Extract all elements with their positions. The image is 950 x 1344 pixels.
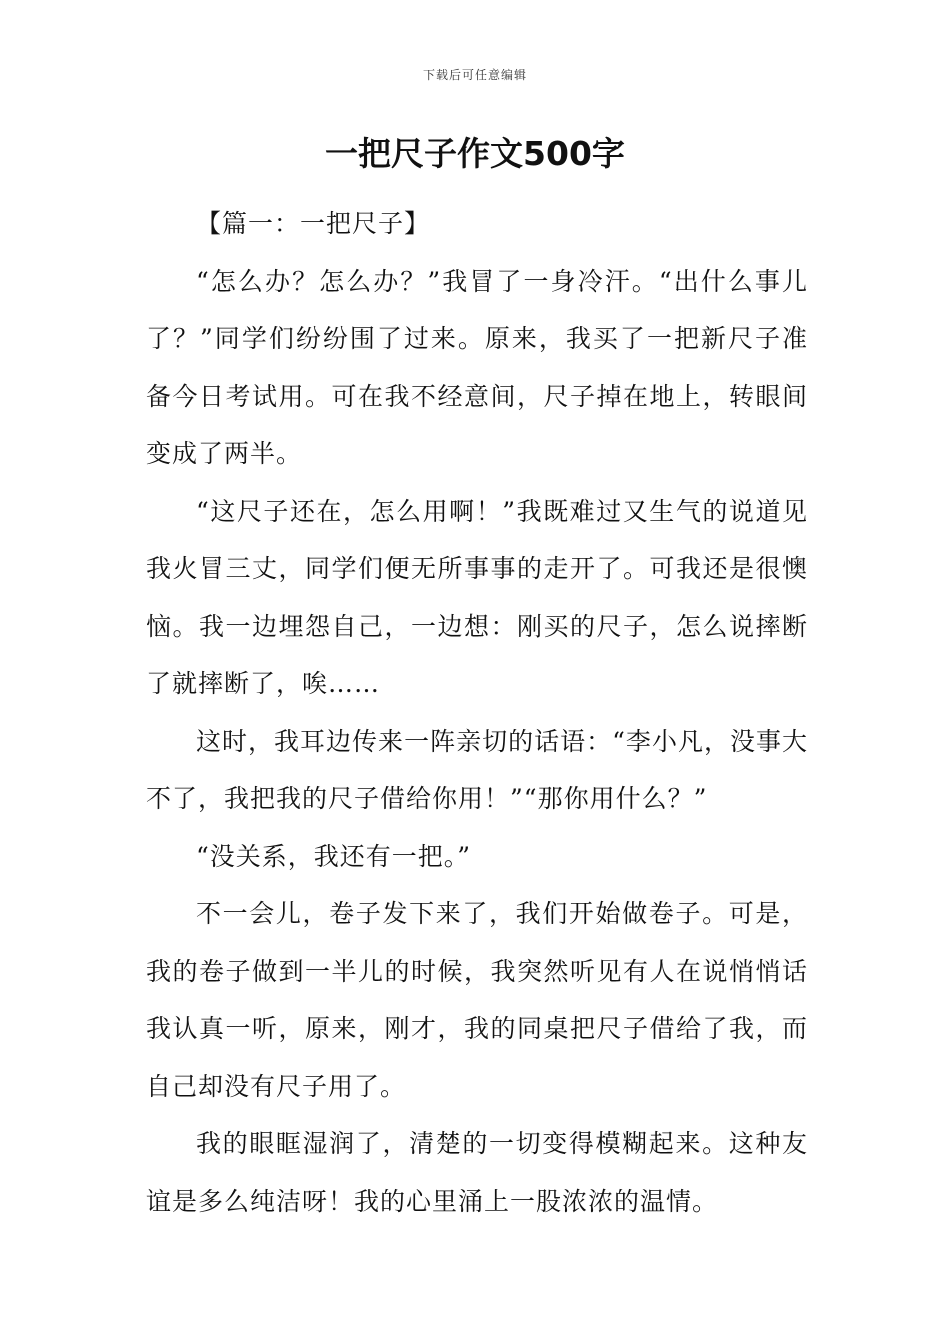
paragraph-6: 我的眼眶湿润了，清楚的一切变得模糊起来。这种友谊是多么纯洁呀！我的心里涌上一股浓浓的温情。 [146, 1129, 808, 1216]
paragraph-5: 不一会儿，卷子发下来了，我们开始做卷子。可是，我的卷子做到一半儿的时候，我突然听见有人在说悄悄话我认真一听，原来，刚才，我的同桌把尺子借给了我，而自己却没有尺子用了。 [146, 899, 808, 1101]
header-note: 下载后可任意编辑 [422, 68, 527, 82]
paragraph-4: “没关系，我还有一把。” [196, 841, 472, 871]
document-body [146, 195, 808, 1230]
document-title: 一把尺子作文500字 [325, 134, 625, 173]
paragraph-1: “怎么办？怎么办？”我冒了一身冷汗。“出什么事儿了？”同学们纷纷围了过来。原来，我买了一把新尺子准备今日考试用。可在我不经意间，尺子掉在地上，转眼间变成了两半。 [146, 266, 808, 468]
paragraph-2: “这尺子还在，怎么用啊！”我既难过又生气的说道见我火冒三丈，同学们便无所事事的走开了。可我还是很懊恼。我一边埋怨自己，一边想：刚买的尺子，怎么说摔断了就摔断了，唉…… [146, 496, 808, 698]
paragraph-3: 这时，我耳边传来一阵亲切的话语：“李小凡，没事大不了，我把我的尺子借给你用！”“那你用什么？” [146, 726, 808, 813]
section-heading: 【篇一：一把尺子】 [196, 209, 431, 238]
